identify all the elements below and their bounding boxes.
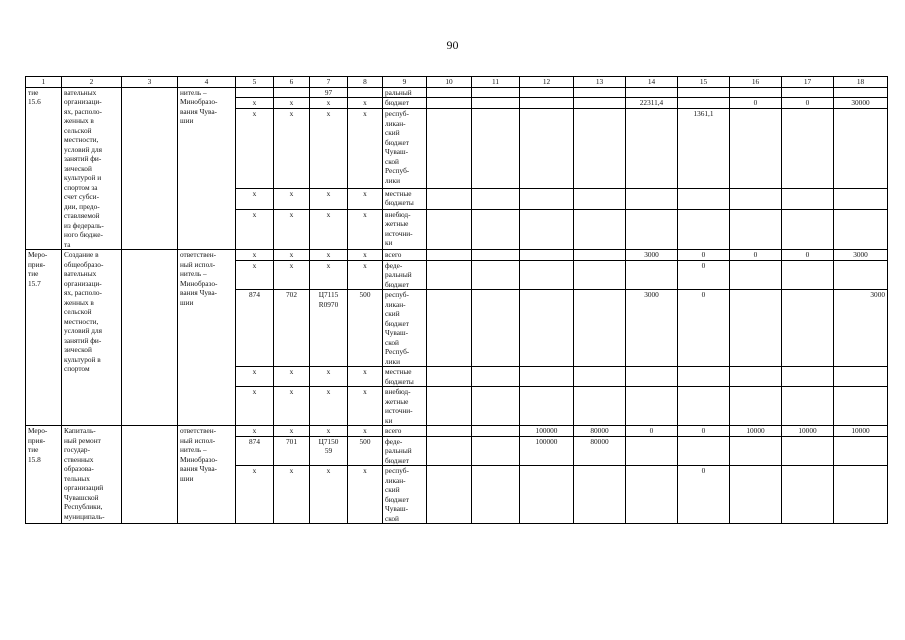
cell: x: [348, 98, 383, 109]
empty-cell: [730, 109, 782, 189]
cell: x: [310, 260, 348, 290]
cell: 100000: [520, 426, 574, 437]
col-header: 14: [626, 77, 678, 88]
empty-cell: [574, 250, 626, 261]
empty-cell: [472, 387, 520, 426]
cell: x: [236, 466, 274, 524]
funding-source: местные бюджеты: [383, 188, 427, 209]
empty-cell: [626, 109, 678, 189]
funding-source: феде- ральный бюджет: [383, 436, 427, 466]
cell: 1361,1: [678, 109, 730, 189]
cell: 22311,4: [626, 98, 678, 109]
col-header: 17: [782, 77, 834, 88]
col-header: 4: [178, 77, 236, 88]
col-header: 2: [62, 77, 122, 88]
cell: x: [348, 466, 383, 524]
empty-cell: [472, 436, 520, 466]
col-header: 12: [520, 77, 574, 88]
empty-cell: [472, 367, 520, 387]
empty-cell: [782, 387, 834, 426]
empty-cell: [472, 87, 520, 98]
empty-cell: [730, 209, 782, 249]
cell: x: [236, 426, 274, 437]
empty-cell: [122, 250, 178, 426]
event-number: Меро- прия- тие 15.7: [26, 250, 62, 426]
cell: 0: [782, 250, 834, 261]
empty-cell: [782, 290, 834, 367]
empty-cell: [520, 98, 574, 109]
cell: x: [236, 387, 274, 426]
event-title: Капиталь- ный ремонт государ- ственных образова- тельных организаций Чувашской Республики, муниципаль-: [62, 426, 122, 524]
empty-cell: [626, 387, 678, 426]
empty-cell: [472, 98, 520, 109]
cell: 874: [236, 290, 274, 367]
funding-source: ральный: [383, 87, 427, 98]
cell: x: [274, 250, 310, 261]
empty-cell: [427, 260, 472, 290]
empty-cell: [427, 290, 472, 367]
empty-cell: [834, 109, 888, 189]
cell: x: [274, 109, 310, 189]
empty-cell: [626, 260, 678, 290]
empty-cell: [782, 87, 834, 98]
empty-cell: [626, 436, 678, 466]
empty-cell: [782, 109, 834, 189]
empty-cell: [427, 250, 472, 261]
empty-cell: [678, 98, 730, 109]
empty-cell: [427, 188, 472, 209]
cell: Ц7150 59: [310, 436, 348, 466]
empty-cell: [427, 87, 472, 98]
empty-cell: [574, 367, 626, 387]
col-header: 10: [427, 77, 472, 88]
cell: x: [274, 387, 310, 426]
cell: x: [236, 109, 274, 189]
empty-cell: [626, 209, 678, 249]
cell: 3000: [834, 290, 888, 367]
col-header: 3: [122, 77, 178, 88]
empty-cell: [520, 188, 574, 209]
empty-cell: [574, 290, 626, 367]
cell: Ц7115 R0970: [310, 290, 348, 367]
empty-cell: [574, 260, 626, 290]
event-number: тие 15.6: [26, 87, 62, 250]
cell: x: [310, 109, 348, 189]
cell: 0: [678, 290, 730, 367]
empty-cell: [730, 260, 782, 290]
cell: 3000: [626, 290, 678, 367]
cell: x: [348, 109, 383, 189]
empty-cell: [730, 188, 782, 209]
cell: 500: [348, 436, 383, 466]
cell: 97: [310, 87, 348, 98]
cell: x: [310, 98, 348, 109]
cell: x: [274, 209, 310, 249]
cell: 3000: [626, 250, 678, 261]
empty-cell: [678, 367, 730, 387]
empty-cell: [730, 87, 782, 98]
funding-source: местные бюджеты: [383, 367, 427, 387]
empty-cell: [574, 188, 626, 209]
empty-cell: [626, 87, 678, 98]
col-header: 5: [236, 77, 274, 88]
empty-cell: [520, 250, 574, 261]
empty-cell: [730, 466, 782, 524]
cell: 80000: [574, 426, 626, 437]
col-header: 16: [730, 77, 782, 88]
empty-cell: [427, 367, 472, 387]
cell: 100000: [520, 436, 574, 466]
empty-cell: [834, 188, 888, 209]
empty-cell: [472, 426, 520, 437]
cell: 10000: [782, 426, 834, 437]
cell: 10000: [834, 426, 888, 437]
cell: 0: [730, 250, 782, 261]
empty-cell: [834, 387, 888, 426]
cell: 0: [678, 260, 730, 290]
cell: x: [274, 98, 310, 109]
empty-cell: [678, 87, 730, 98]
funding-source: респуб- ликан- ский бюджет Чуваш- ской Респуб- лики: [383, 109, 427, 189]
cell: x: [310, 426, 348, 437]
empty-cell: [427, 109, 472, 189]
empty-cell: [472, 466, 520, 524]
cell: x: [236, 250, 274, 261]
empty-cell: [834, 87, 888, 98]
cell: 10000: [730, 426, 782, 437]
cell: 80000: [574, 436, 626, 466]
cell: x: [274, 466, 310, 524]
empty-cell: [782, 367, 834, 387]
empty-cell: [427, 436, 472, 466]
empty-cell: [520, 387, 574, 426]
empty-cell: [520, 209, 574, 249]
empty-cell: [678, 387, 730, 426]
empty-cell: [348, 87, 383, 98]
funding-source: внебюд- жетные источни- ки: [383, 387, 427, 426]
cell: x: [236, 260, 274, 290]
table-row: [26, 250, 888, 261]
responsible-executor: нитель – Минобразо- вания Чува- шии: [178, 87, 236, 250]
empty-cell: [782, 466, 834, 524]
empty-cell: [520, 290, 574, 367]
funding-source: феде- ральный бюджет: [383, 260, 427, 290]
funding-source: всего: [383, 250, 427, 261]
col-header: 1: [26, 77, 62, 88]
empty-cell: [520, 466, 574, 524]
empty-cell: [472, 209, 520, 249]
empty-cell: [782, 188, 834, 209]
cell: 0: [678, 466, 730, 524]
cell: 0: [730, 98, 782, 109]
cell: 0: [678, 250, 730, 261]
cell: x: [348, 387, 383, 426]
empty-cell: [122, 426, 178, 524]
cell: x: [310, 367, 348, 387]
col-header: 7: [310, 77, 348, 88]
event-number: Меро- прия- тие 15.8: [26, 426, 62, 524]
empty-cell: [678, 209, 730, 249]
empty-cell: [472, 109, 520, 189]
empty-cell: [574, 98, 626, 109]
cell: x: [274, 367, 310, 387]
cell: x: [310, 466, 348, 524]
empty-cell: [834, 466, 888, 524]
empty-cell: [574, 209, 626, 249]
col-header: 11: [472, 77, 520, 88]
cell: x: [310, 209, 348, 249]
empty-cell: [574, 109, 626, 189]
page-number: 90: [446, 38, 459, 52]
cell: 0: [678, 426, 730, 437]
cell: 0: [626, 426, 678, 437]
empty-cell: [626, 188, 678, 209]
cell: 3000: [834, 250, 888, 261]
cell: x: [348, 250, 383, 261]
table-row: [26, 426, 888, 437]
event-title: Создание в общеобразо- вательных организаци- ях, располо- женных в сельской местности, условий для занятий фи- зической культурой в спортом: [62, 250, 122, 426]
empty-cell: [427, 426, 472, 437]
empty-cell: [782, 209, 834, 249]
funding-source: всего: [383, 426, 427, 437]
empty-cell: [782, 260, 834, 290]
empty-cell: [574, 466, 626, 524]
cell: x: [274, 426, 310, 437]
cell: 701: [274, 436, 310, 466]
cell: x: [274, 260, 310, 290]
empty-cell: [730, 367, 782, 387]
empty-cell: [427, 98, 472, 109]
funding-source: внебюд- жетные источни- ки: [383, 209, 427, 249]
empty-cell: [236, 87, 274, 98]
cell: x: [310, 250, 348, 261]
empty-cell: [834, 436, 888, 466]
empty-cell: [782, 436, 834, 466]
col-header: 6: [274, 77, 310, 88]
cell: x: [348, 260, 383, 290]
empty-cell: [730, 290, 782, 367]
empty-cell: [427, 466, 472, 524]
cell: x: [348, 188, 383, 209]
cell: 500: [348, 290, 383, 367]
empty-cell: [472, 188, 520, 209]
table-row: [26, 87, 888, 98]
empty-cell: [678, 188, 730, 209]
col-header: 13: [574, 77, 626, 88]
cell: 702: [274, 290, 310, 367]
empty-cell: [472, 250, 520, 261]
cell: 874: [236, 436, 274, 466]
empty-cell: [122, 87, 178, 250]
cell: x: [236, 209, 274, 249]
empty-cell: [730, 387, 782, 426]
cell: 30000: [834, 98, 888, 109]
empty-cell: [834, 260, 888, 290]
empty-cell: [520, 260, 574, 290]
responsible-executor: ответствен- ный испол- нитель – Минобразо- вания Чува- шии: [178, 250, 236, 426]
cell: 0: [782, 98, 834, 109]
empty-cell: [574, 87, 626, 98]
cell: x: [236, 98, 274, 109]
empty-cell: [574, 387, 626, 426]
empty-cell: [834, 367, 888, 387]
col-header: 15: [678, 77, 730, 88]
event-title: вательных организаци- ях, располо- женных в сельской местности, условий для занятий фи- зической культурой и спортом за счет субси- дии, предо- ставляемой из федераль- ного бюдже- та: [62, 87, 122, 250]
empty-cell: [427, 209, 472, 249]
empty-cell: [472, 260, 520, 290]
col-header: 9: [383, 77, 427, 88]
empty-cell: [520, 87, 574, 98]
cell: x: [310, 188, 348, 209]
empty-cell: [520, 109, 574, 189]
empty-cell: [834, 209, 888, 249]
cell: x: [348, 209, 383, 249]
budget-table: [25, 76, 888, 524]
empty-cell: [472, 290, 520, 367]
cell: x: [236, 188, 274, 209]
funding-source: бюджет: [383, 98, 427, 109]
empty-cell: [730, 436, 782, 466]
empty-cell: [626, 466, 678, 524]
cell: x: [310, 387, 348, 426]
cell: x: [348, 367, 383, 387]
responsible-executor: ответствен- ный испол- нитель – Минобразо- вания Чува- шии: [178, 426, 236, 524]
empty-cell: [520, 367, 574, 387]
funding-source: респуб- ликан- ский бюджет Чуваш- ской Респуб- лики: [383, 290, 427, 367]
col-header: 18: [834, 77, 888, 88]
column-number-row: [26, 77, 888, 88]
cell: x: [348, 426, 383, 437]
empty-cell: [626, 367, 678, 387]
funding-source: респуб- ликан- ский бюджет Чуваш- ской: [383, 466, 427, 524]
cell: x: [236, 367, 274, 387]
empty-cell: [274, 87, 310, 98]
empty-cell: [427, 387, 472, 426]
cell: x: [274, 188, 310, 209]
col-header: 8: [348, 77, 383, 88]
empty-cell: [678, 436, 730, 466]
